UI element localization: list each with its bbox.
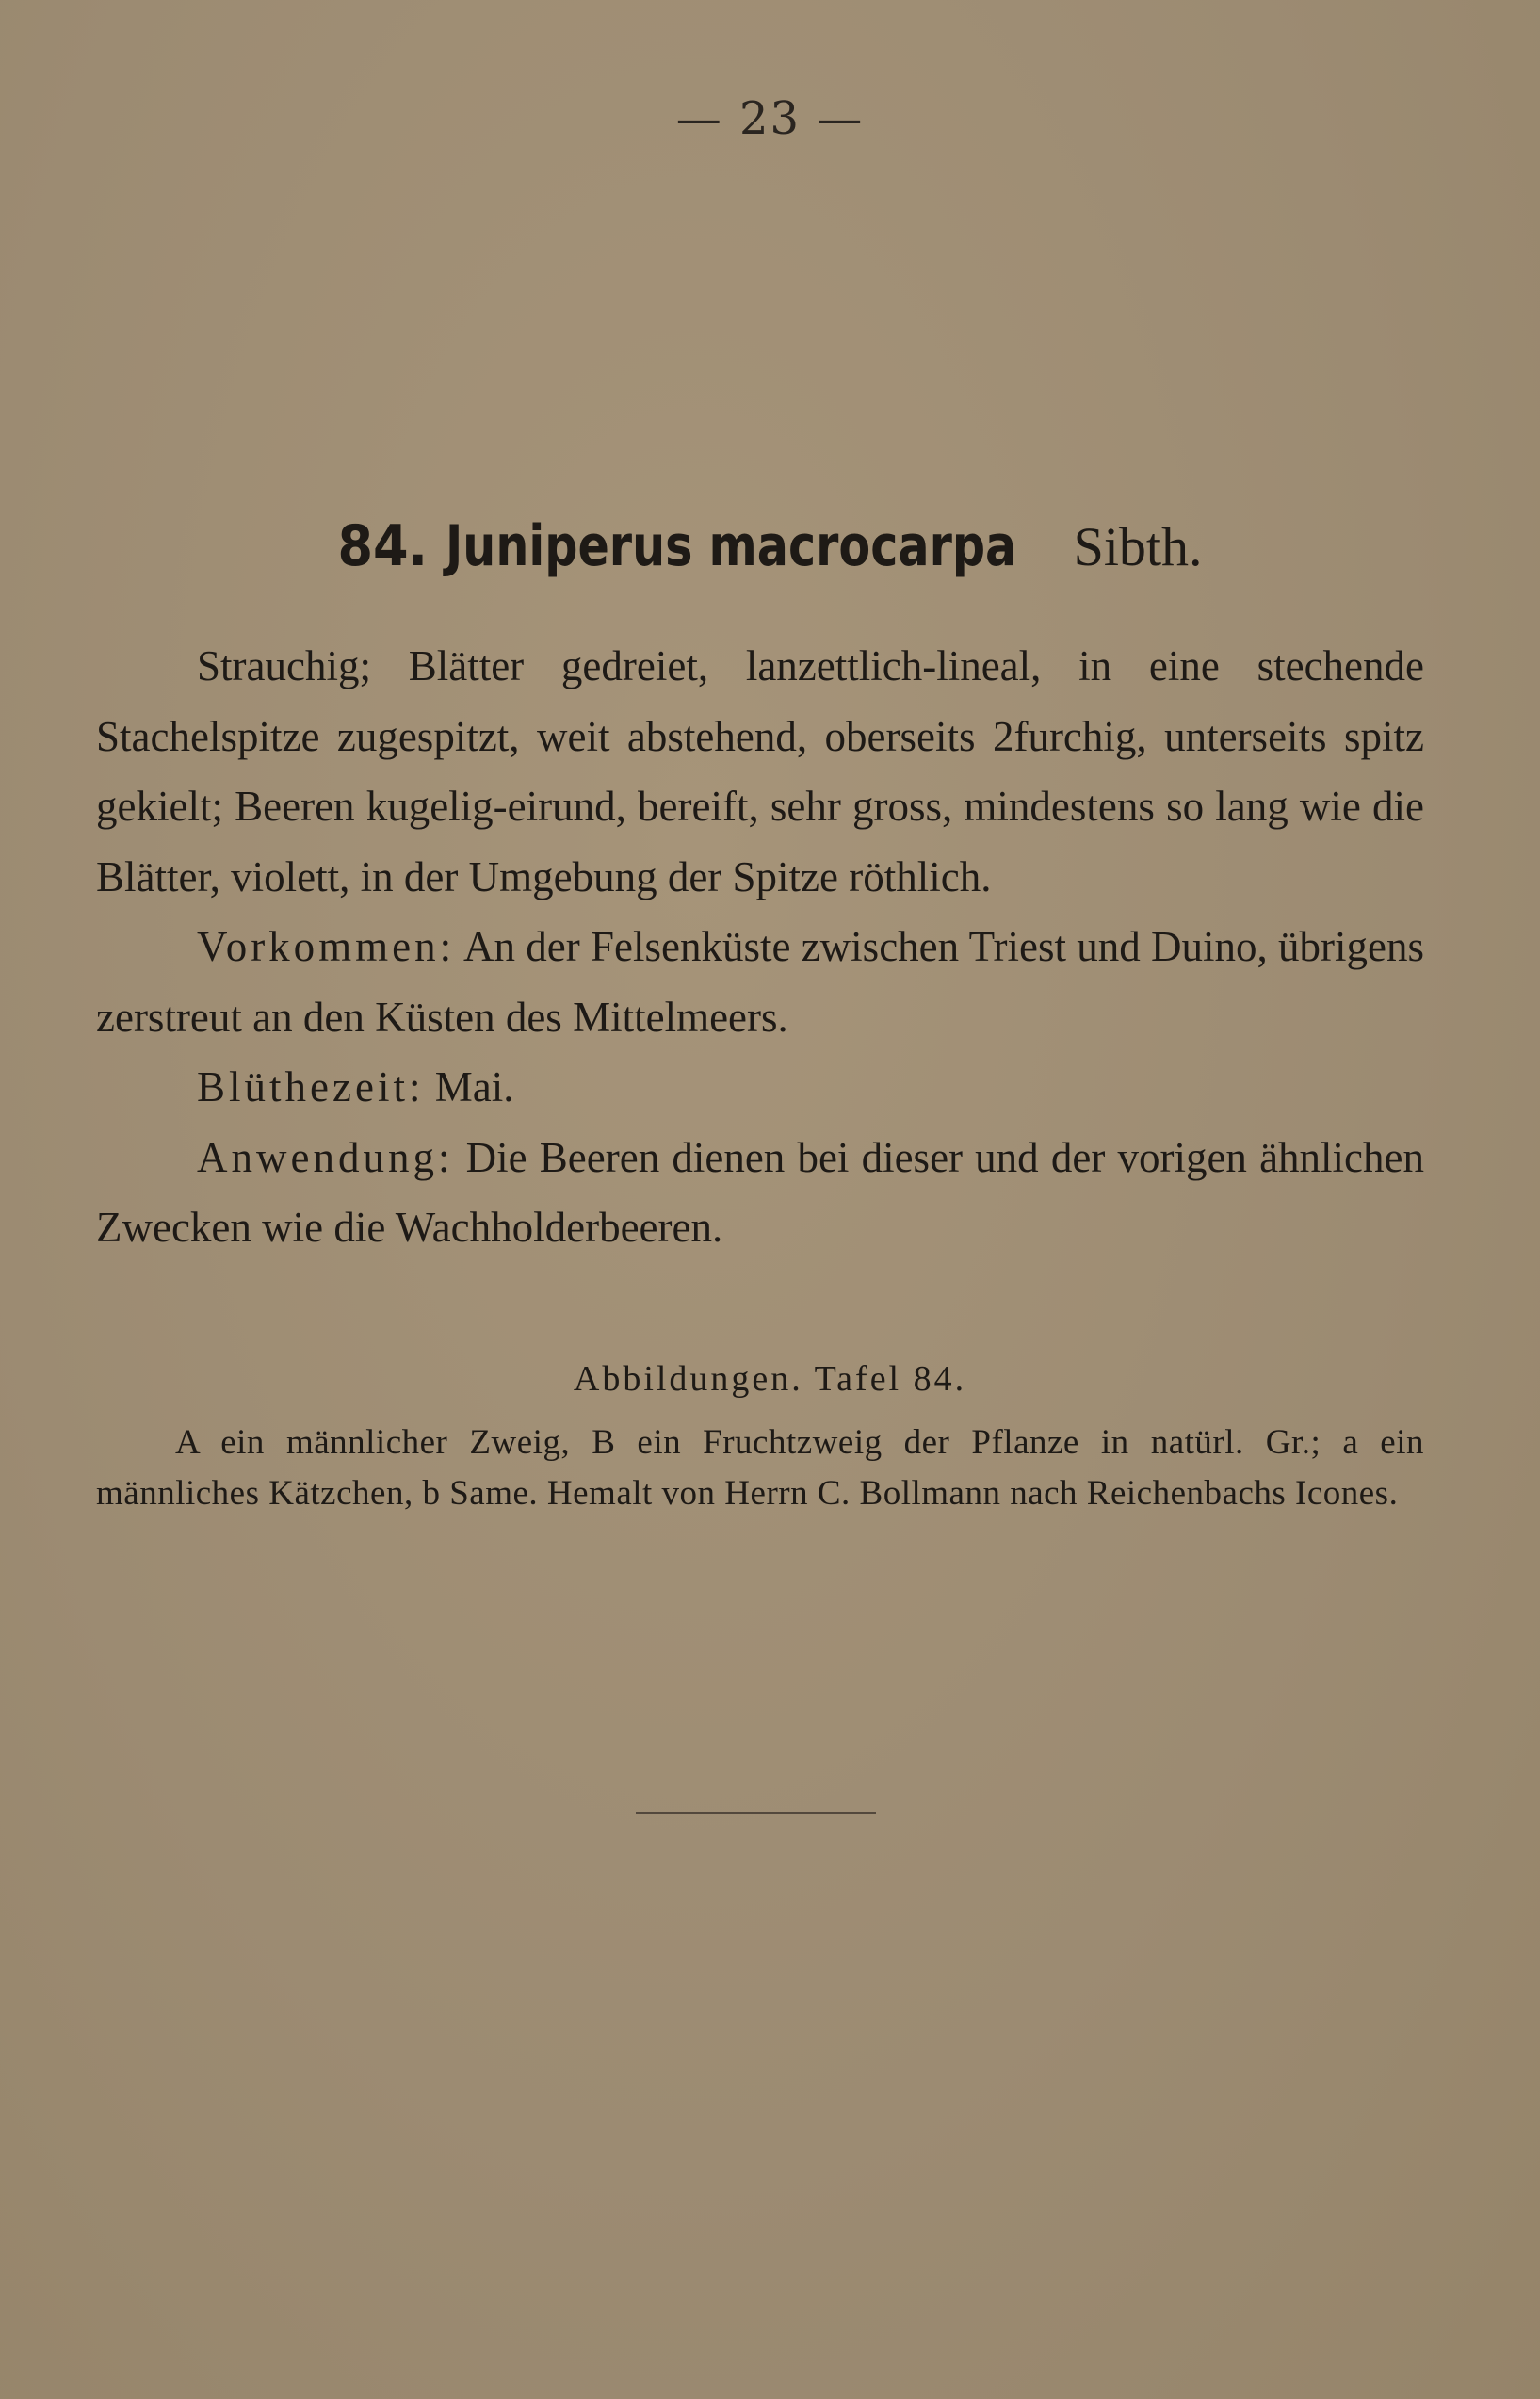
illustrations-heading: Abbildungen. Tafel 84. (573, 1359, 967, 1399)
flowering-label: Blüthezeit: (197, 1063, 425, 1110)
occurrence-paragraph (96, 912, 1424, 1052)
species-author: Sibth. (1073, 516, 1203, 577)
end-rule (636, 1812, 876, 1814)
flowering-text: Mai. (434, 1063, 514, 1110)
page-number: — 23 — (675, 92, 865, 145)
occurrence-label: Vorkommen: (197, 923, 456, 970)
species-name: Juniperus macrocarpa (446, 513, 1017, 579)
illustrations-caption: A ein männlicher Zweig, B ein Fruchtzweig der Pflanze in natürl. Gr.; a ein männliches Kätzchen, b Same. Hemalt von Herrn C. Bollmann nach Reichenbachs Icones. (96, 1423, 1424, 1513)
entry-body (96, 631, 1424, 1263)
usage-text: Die Beeren dienen bei dieser und der vorigen ähnlichen Zwecken wie die Wachholderbeeren. (96, 1133, 1424, 1251)
usage-label: Anwendung: (197, 1133, 454, 1181)
usage-paragraph (96, 1123, 1424, 1263)
occurrence-text: An der Felsenküste zwischen Triest und Duino, übrigens zerstreut an den Küsten des Mittelmeers. (96, 923, 1424, 1041)
entry-number: 84. (337, 513, 429, 579)
description-paragraph: Strauchig; Blätter gedreiet, lanzettlich-lineal, in eine stechende Stachelspitze zugespitzt, weit abstehend, oberseits 2furchig, unterseits spitz gekielt; Beeren kugelig-eirund, bereift, sehr gross, mindestens so lang wie die Blätter, violett, in der Umgebung der Spitze röthlich. (96, 642, 1424, 900)
flowering-paragraph (96, 1052, 1424, 1123)
entry-title (0, 509, 1540, 585)
